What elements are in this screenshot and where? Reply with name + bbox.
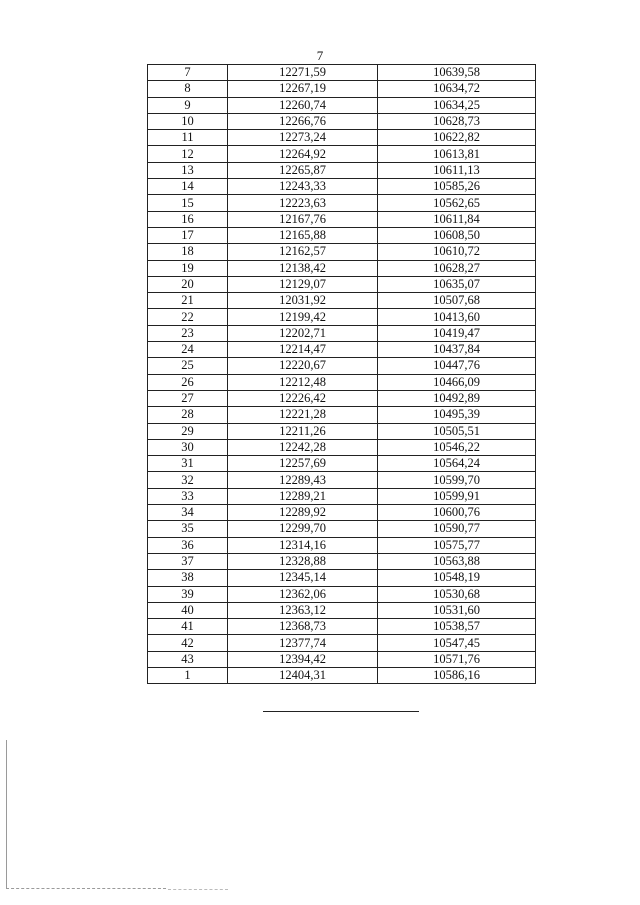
coordinates-table-body <box>148 65 536 684</box>
x-coordinate-cell: 12314,16 <box>228 537 378 553</box>
end-rule <box>263 711 419 712</box>
y-coordinate-cell: 10548,19 <box>378 570 536 586</box>
point-number-cell: 35 <box>148 521 228 537</box>
table-row <box>148 635 536 651</box>
table-row <box>148 130 536 146</box>
table-row <box>148 293 536 309</box>
point-number-cell: 33 <box>148 488 228 504</box>
x-coordinate-cell: 12129,07 <box>228 276 378 292</box>
x-coordinate-cell: 12165,88 <box>228 227 378 243</box>
y-coordinate-cell: 10613,81 <box>378 146 536 162</box>
x-coordinate-cell: 12404,31 <box>228 667 378 683</box>
y-coordinate-cell: 10437,84 <box>378 342 536 358</box>
point-number-cell: 14 <box>148 179 228 195</box>
table-row <box>148 553 536 569</box>
x-coordinate-cell: 12214,47 <box>228 342 378 358</box>
coordinates-table <box>147 64 536 684</box>
table-row <box>148 97 536 113</box>
point-number-cell: 37 <box>148 553 228 569</box>
y-coordinate-cell: 10495,39 <box>378 407 536 423</box>
point-number-cell: 26 <box>148 374 228 390</box>
table-row <box>148 81 536 97</box>
y-coordinate-cell: 10571,76 <box>378 651 536 667</box>
table-row <box>148 211 536 227</box>
y-coordinate-cell: 10611,84 <box>378 211 536 227</box>
y-coordinate-cell: 10634,25 <box>378 97 536 113</box>
x-coordinate-cell: 12162,57 <box>228 244 378 260</box>
y-coordinate-cell: 10447,76 <box>378 358 536 374</box>
x-coordinate-cell: 12368,73 <box>228 619 378 635</box>
x-coordinate-cell: 12138,42 <box>228 260 378 276</box>
table-row <box>148 651 536 667</box>
point-number-cell: 7 <box>148 65 228 81</box>
point-number-cell: 39 <box>148 586 228 602</box>
x-coordinate-cell: 12328,88 <box>228 553 378 569</box>
x-coordinate-cell: 12220,67 <box>228 358 378 374</box>
table-row <box>148 570 536 586</box>
x-coordinate-cell: 12267,19 <box>228 81 378 97</box>
point-number-cell: 23 <box>148 325 228 341</box>
point-number-cell: 9 <box>148 97 228 113</box>
point-number-cell: 12 <box>148 146 228 162</box>
x-coordinate-cell: 12202,71 <box>228 325 378 341</box>
point-number-cell: 13 <box>148 162 228 178</box>
table-row <box>148 162 536 178</box>
table-row <box>148 342 536 358</box>
y-coordinate-cell: 10507,68 <box>378 293 536 309</box>
point-number-cell: 40 <box>148 602 228 618</box>
x-coordinate-cell: 12363,12 <box>228 602 378 618</box>
y-coordinate-cell: 10634,72 <box>378 81 536 97</box>
x-coordinate-cell: 12257,69 <box>228 456 378 472</box>
x-coordinate-cell: 12265,87 <box>228 162 378 178</box>
x-coordinate-cell: 12271,59 <box>228 65 378 81</box>
point-number-cell: 25 <box>148 358 228 374</box>
table-row <box>148 456 536 472</box>
y-coordinate-cell: 10585,26 <box>378 179 536 195</box>
y-coordinate-cell: 10590,77 <box>378 521 536 537</box>
scan-bottom-line <box>6 888 166 889</box>
y-coordinate-cell: 10575,77 <box>378 537 536 553</box>
y-coordinate-cell: 10546,22 <box>378 439 536 455</box>
point-number-cell: 22 <box>148 309 228 325</box>
table-row <box>148 390 536 406</box>
table-row <box>148 260 536 276</box>
point-number-cell: 21 <box>148 293 228 309</box>
point-number-cell: 18 <box>148 244 228 260</box>
y-coordinate-cell: 10600,76 <box>378 505 536 521</box>
table-row <box>148 113 536 129</box>
x-coordinate-cell: 12266,76 <box>228 113 378 129</box>
y-coordinate-cell: 10413,60 <box>378 309 536 325</box>
table-row <box>148 244 536 260</box>
x-coordinate-cell: 12226,42 <box>228 390 378 406</box>
table-row <box>148 276 536 292</box>
table-row <box>148 407 536 423</box>
point-number-cell: 10 <box>148 113 228 129</box>
point-number-cell: 28 <box>148 407 228 423</box>
point-number-cell: 24 <box>148 342 228 358</box>
x-coordinate-cell: 12264,92 <box>228 146 378 162</box>
x-coordinate-cell: 12377,74 <box>228 635 378 651</box>
scan-margin-line <box>6 740 7 888</box>
x-coordinate-cell: 12167,76 <box>228 211 378 227</box>
y-coordinate-cell: 10531,60 <box>378 602 536 618</box>
point-number-cell: 29 <box>148 423 228 439</box>
table-row <box>148 325 536 341</box>
point-number-cell: 8 <box>148 81 228 97</box>
point-number-cell: 15 <box>148 195 228 211</box>
point-number-cell: 27 <box>148 390 228 406</box>
x-coordinate-cell: 12345,14 <box>228 570 378 586</box>
table-row <box>148 358 536 374</box>
point-number-cell: 30 <box>148 439 228 455</box>
table-row <box>148 602 536 618</box>
table-row <box>148 309 536 325</box>
y-coordinate-cell: 10628,27 <box>378 260 536 276</box>
y-coordinate-cell: 10538,57 <box>378 619 536 635</box>
x-coordinate-cell: 12299,70 <box>228 521 378 537</box>
x-coordinate-cell: 12273,24 <box>228 130 378 146</box>
point-number-cell: 31 <box>148 456 228 472</box>
point-number-cell: 36 <box>148 537 228 553</box>
point-number-cell: 38 <box>148 570 228 586</box>
y-coordinate-cell: 10419,47 <box>378 325 536 341</box>
table-row <box>148 227 536 243</box>
y-coordinate-cell: 10628,73 <box>378 113 536 129</box>
y-coordinate-cell: 10586,16 <box>378 667 536 683</box>
point-number-cell: 16 <box>148 211 228 227</box>
table-row <box>148 439 536 455</box>
table-row <box>148 472 536 488</box>
x-coordinate-cell: 12289,21 <box>228 488 378 504</box>
y-coordinate-cell: 10611,13 <box>378 162 536 178</box>
x-coordinate-cell: 12242,28 <box>228 439 378 455</box>
x-coordinate-cell: 12243,33 <box>228 179 378 195</box>
point-number-cell: 11 <box>148 130 228 146</box>
table-row <box>148 423 536 439</box>
x-coordinate-cell: 12199,42 <box>228 309 378 325</box>
point-number-cell: 43 <box>148 651 228 667</box>
x-coordinate-cell: 12221,28 <box>228 407 378 423</box>
table-row <box>148 586 536 602</box>
table-row <box>148 488 536 504</box>
x-coordinate-cell: 12260,74 <box>228 97 378 113</box>
x-coordinate-cell: 12211,26 <box>228 423 378 439</box>
table-row <box>148 619 536 635</box>
table-row <box>148 521 536 537</box>
point-number-cell: 32 <box>148 472 228 488</box>
page-number: 7 <box>316 48 324 63</box>
x-coordinate-cell: 12223,63 <box>228 195 378 211</box>
table-row <box>148 179 536 195</box>
y-coordinate-cell: 10635,07 <box>378 276 536 292</box>
y-coordinate-cell: 10622,82 <box>378 130 536 146</box>
table-row <box>148 195 536 211</box>
y-coordinate-cell: 10466,09 <box>378 374 536 390</box>
x-coordinate-cell: 12212,48 <box>228 374 378 390</box>
y-coordinate-cell: 10563,88 <box>378 553 536 569</box>
y-coordinate-cell: 10547,45 <box>378 635 536 651</box>
point-number-cell: 42 <box>148 635 228 651</box>
x-coordinate-cell: 12362,06 <box>228 586 378 602</box>
y-coordinate-cell: 10639,58 <box>378 65 536 81</box>
point-number-cell: 1 <box>148 667 228 683</box>
y-coordinate-cell: 10599,91 <box>378 488 536 504</box>
table-row <box>148 65 536 81</box>
y-coordinate-cell: 10505,51 <box>378 423 536 439</box>
x-coordinate-cell: 12289,43 <box>228 472 378 488</box>
y-coordinate-cell: 10562,65 <box>378 195 536 211</box>
y-coordinate-cell: 10599,70 <box>378 472 536 488</box>
x-coordinate-cell: 12031,92 <box>228 293 378 309</box>
x-coordinate-cell: 12289,92 <box>228 505 378 521</box>
table-row <box>148 667 536 683</box>
y-coordinate-cell: 10530,68 <box>378 586 536 602</box>
y-coordinate-cell: 10608,50 <box>378 227 536 243</box>
x-coordinate-cell: 12394,42 <box>228 651 378 667</box>
y-coordinate-cell: 10610,72 <box>378 244 536 260</box>
table-row <box>148 374 536 390</box>
point-number-cell: 41 <box>148 619 228 635</box>
scan-bottom-line-faint <box>168 889 228 890</box>
table-row <box>148 505 536 521</box>
table-row <box>148 146 536 162</box>
point-number-cell: 34 <box>148 505 228 521</box>
point-number-cell: 19 <box>148 260 228 276</box>
point-number-cell: 20 <box>148 276 228 292</box>
point-number-cell: 17 <box>148 227 228 243</box>
y-coordinate-cell: 10492,89 <box>378 390 536 406</box>
y-coordinate-cell: 10564,24 <box>378 456 536 472</box>
table-row <box>148 537 536 553</box>
